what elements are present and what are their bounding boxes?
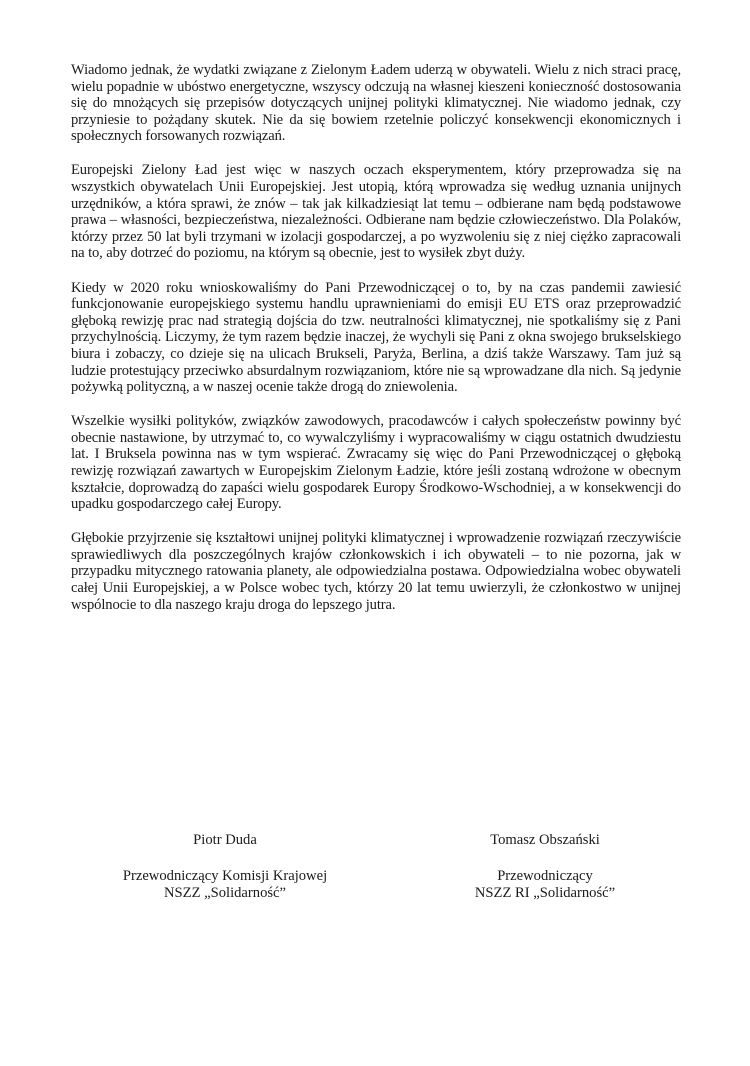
signatory-organization: NSZZ RI „Solidarność” bbox=[474, 884, 616, 901]
paragraph-5: Głębokie przyjrzenie się kształtowi unijnej polityki klimatycznej i wprowadzenie rozwiązań rzeczywiście sprawiedliwych dla poszczególnych krajów członkowskich i ich obywateli – to nie pozorna, jak w przypadku mitycznego ratowania planety, ale odpowiedzialna postawa. Odpowiedzialna wobec obywateli całej Unii Europejskiej, a w Polsce wobec tych, którzy 20 lat temu uwierzyli, że członkostwo w unijnej wspólnocie to dla naszego kraju droga do lepszego jutra. bbox=[71, 530, 681, 613]
paragraph-1: Wiadomo jednak, że wydatki związane z Zielonym Ładem uderzą w obywateli. Wielu z nich straci pracę, wielu popadnie w ubóstwo energetyczne, wszyscy odczują na własnej kieszeni konieczność dostosowania się do mnożących się przepisów dotyczących unijnej polityki klimatycznej. Nie wiadomo jednak, czy przyniesie to pożądany skutek. Nie da się bowiem rzetelnie policzyć konsekwencji ekonomicznych i społecznych forsowanych rozwiązań. bbox=[71, 62, 681, 145]
letter-body bbox=[71, 62, 681, 631]
signature-left bbox=[110, 832, 340, 901]
paragraph-4: Wszelkie wysiłki polityków, związków zawodowych, pracodawców i całych społeczeństw powinny być obecnie nastawione, by utrzymać to, co wywalczyliśmy i wypracowaliśmy w ciągu ostatnich dwudziestu lat. I Bruksela powinna nas w tym wspierać. Zwracamy się więc do Pani Przewodniczącej o głęboką rewizję rozwiązań zawartych w Europejskim Zielonym Ładzie, które jeśli zostaną wdrożone w obecnym kształcie, doprowadzą do zapaści wielu gospodarek Europy Środkowo-Wschodniej, a w konsekwencji do upadku gospodarczego całej Europy. bbox=[71, 413, 681, 513]
paragraph-2: Europejski Zielony Ład jest więc w naszych oczach eksperymentem, który przeprowadza się na wszystkich obywatelach Unii Europejskiej. Jest utopią, którą wprowadza się według uznania unijnych urzędników, a która sprawi, że znów – tak jak kilkadziesiąt lat temu – odbierane nam będą podstawowe prawa – własności, bezpieczeństwa, niezależności. Odbierane nam będzie człowieczeństwo. Dla Polaków, którzy przez 50 lat byli trzymani w izolacji gospodarczej, a po wyzwoleniu się z niej ciężko zapracowali na to, aby dotrzeć do poziomu, na którym są obecnie, jest to wysiłek zbyt duży. bbox=[71, 162, 681, 262]
signatory-role: Przewodniczący Komisji Krajowej bbox=[122, 867, 328, 884]
signatory-role: Przewodniczący bbox=[497, 867, 593, 884]
paragraph-3: Kiedy w 2020 roku wnioskowaliśmy do Pani Przewodniczącej o to, by na czas pandemii zawiesić funkcjonowanie europejskiego systemu handlu uprawnieniami do emisji EU ETS oraz przeprowadzić głęboką rewizję prac nad strategią dojścia do tzw. neutralności klimatycznej, nie spotkaliśmy się z Pani przychylnością. Liczymy, że tym razem będzie inaczej, że wychyli się Pani z okna swojego brukselskiego biura i zobaczy, co dzieje się na ulicach Brukseli, Paryża, Berlina, a dziś także Warszawy. Tam już są ludzie protestujący przeciwko absurdalnym rozwiązaniom, które nie są wprowadzane dla nich. Są jedynie pożywką polityczną, a w naszej ocenie także drogą do zniewolenia. bbox=[71, 279, 681, 396]
signature-block bbox=[0, 832, 750, 912]
signatory-organization: NSZZ „Solidarność” bbox=[164, 884, 286, 901]
signature-right bbox=[430, 832, 660, 901]
signatory-name: Piotr Duda bbox=[193, 832, 257, 848]
signatory-name: Tomasz Obszański bbox=[490, 832, 600, 848]
